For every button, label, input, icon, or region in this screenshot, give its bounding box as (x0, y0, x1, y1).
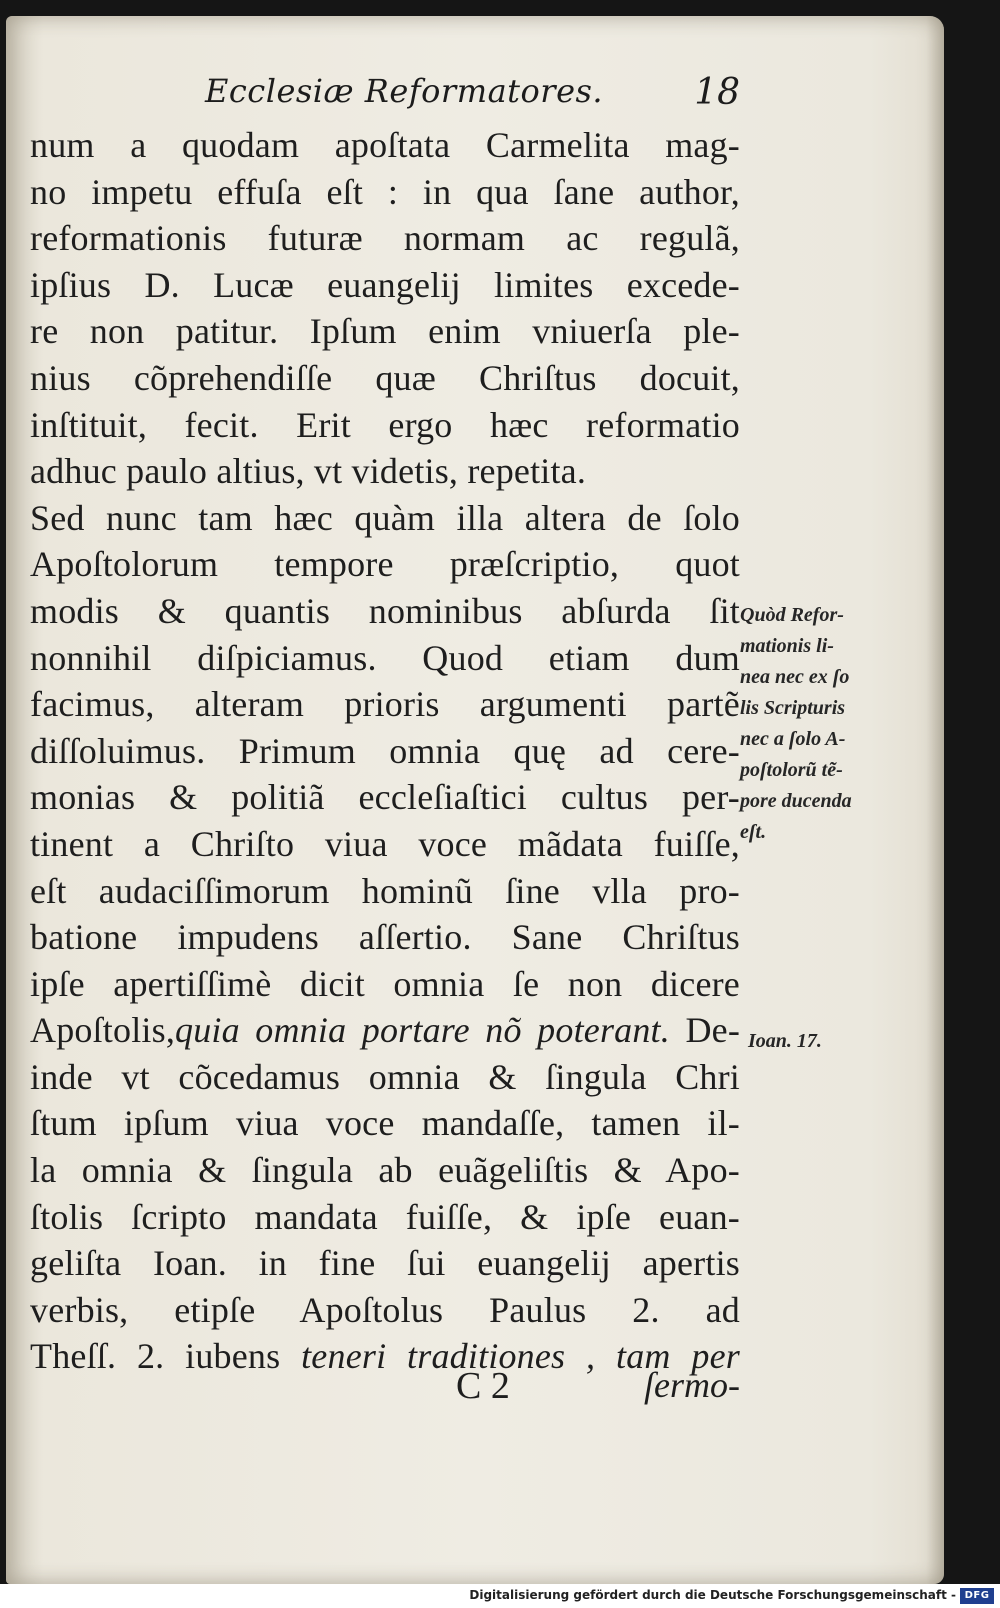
text-line: no impetu effuſa eſt : in qua ſane author, (30, 171, 740, 212)
margin-line: Quòd Refor- (740, 604, 844, 626)
body-text (30, 122, 740, 1380)
text-roman: Theſſ. 2. iubens (30, 1336, 302, 1377)
text-line: adhuc paulo altius, vt videtis, repetita. (30, 451, 587, 492)
text-line: ipſe apertiſſimè dicit omnia ſe non dicere (30, 963, 740, 1004)
margin-line: pore ducenda (740, 790, 852, 812)
margin-line: lis Scripturis (740, 697, 846, 719)
marginal-note (740, 600, 880, 848)
digitization-credit-bar (0, 1584, 1000, 1608)
text-line: num a quodam apoſtata Carmelita mag- (30, 125, 740, 165)
text-line: facimus, alteram prioris argumenti partẽ (30, 684, 740, 725)
text-line: eſt audaciſſimorum hominũ ſine vlla pro- (30, 870, 740, 911)
text-line: verbis, etipſe Apoſtolus Paulus 2. ad (30, 1289, 740, 1330)
text-line: inſtituit, fecit. Erit ergo hæc reformatio (30, 404, 740, 445)
text-line: la omnia & ſingula ab euãgeliſtis & Apo- (30, 1150, 740, 1191)
page-footer (30, 1364, 740, 1418)
marginal-reference: Ioan. 17. (748, 1030, 822, 1052)
text-line: modis & quantis nominibus abſurda ſit (30, 590, 740, 631)
text-line: monias & politiã eccleſiaſtici cultus per- (30, 777, 740, 818)
dfg-logo[interactable]: DFG (960, 1588, 994, 1604)
credit-text: Digitalisierung gefördert durch die Deutsche Forschungsgemeinschaft - (469, 1588, 956, 1602)
margin-line: nea nec ex ſo (740, 666, 850, 688)
margin-line: nec a ſolo A- (740, 728, 846, 750)
text-line: inde vt cõcedamus omnia & ſingula Chri (30, 1056, 740, 1097)
page-edge-shadow (926, 16, 944, 1584)
text-line: ſtolis ſcripto mandata fuiſſe, & ipſe euan- (30, 1196, 740, 1237)
text-roman: Apoſtolis, (30, 1010, 176, 1051)
text-line: nonnihil diſpiciamus. Quod etiam dum (30, 637, 740, 678)
text-line: batione impudens aſſertio. Sane Chriſtus (30, 917, 740, 958)
text-line: Apoſtolorum tempore præſcriptio, quot (30, 544, 740, 585)
text-line: geliſta Ioan. in fine ſui euangelij apertis (30, 1243, 740, 1284)
margin-line: mationis li- (740, 635, 834, 657)
margin-line: poſtolorũ tẽ- (740, 759, 843, 781)
running-head: Ecclesiæ Reformatores. (205, 72, 604, 110)
text-line: diſſoluimus. Primum omnia quę ad cere- (30, 730, 740, 771)
text-line: Sed nunc tam hæc quàm illa altera de ſolo (30, 497, 740, 538)
signature-mark: C 2 (456, 1365, 510, 1407)
page-header (200, 68, 740, 128)
text-italic-quote: quia omnia portare nõ poterant. (175, 1010, 670, 1051)
text-line: ipſius D. Lucæ euangelij limites excede- (30, 264, 740, 305)
text-line: tinent a Chriſto viua voce mãdata fuiſſe, (30, 823, 740, 864)
text-italic-quote: teneri traditiones , tam per (301, 1336, 740, 1377)
text-roman: De- (669, 1010, 741, 1051)
text-line: re non patitur. Ipſum enim vniuerſa ple- (30, 311, 740, 352)
text-line: reformationis futuræ normam ac regulã, (30, 218, 740, 259)
page-number: 18 (694, 72, 740, 113)
text-line: nius cõprehendiſſe quæ Chriſtus docuit, (30, 357, 740, 398)
catchword: ſermo- (644, 1365, 740, 1405)
text-line-mixed (30, 1007, 740, 1054)
text-line: ſtum ipſum viua voce mandaſſe, tamen il- (30, 1103, 740, 1144)
margin-line: eſt. (740, 821, 767, 843)
